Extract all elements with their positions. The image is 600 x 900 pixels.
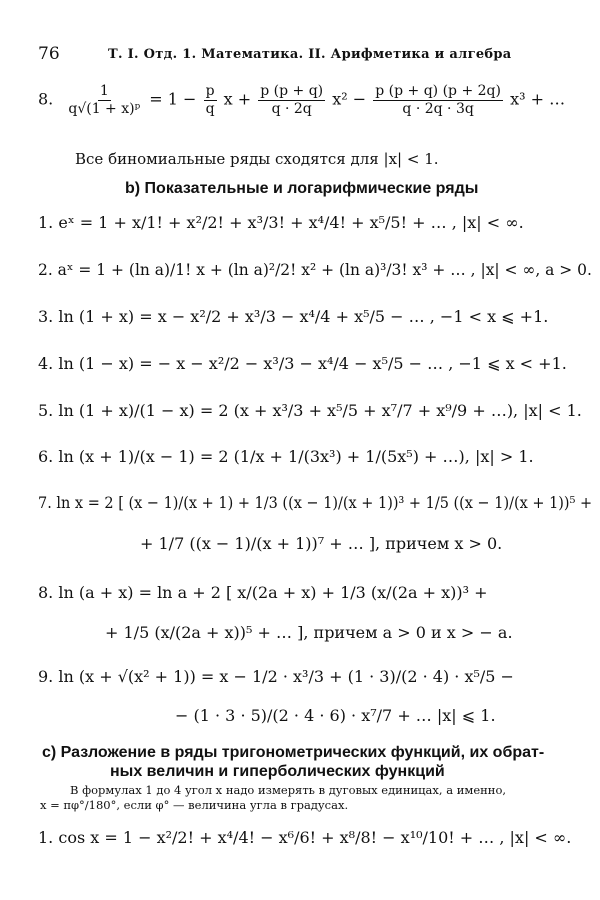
section-c-heading-line2: ных величин и гиперболических функций bbox=[110, 763, 445, 780]
fraction: $\frac{p}{q}$ bbox=[205, 83, 215, 117]
page-header bbox=[38, 44, 562, 64]
formula-b9-line2: − (1 · 3 · 5)/(2 · 4 · 6) · x⁷/7 + … |x| ⩽ 1. bbox=[175, 706, 496, 725]
formula-b6: 6. ln (x + 1)/(x − 1) = 2 (1/x + 1/(3x³) + 1/(5x⁵) + …), |x| > 1. bbox=[38, 447, 534, 466]
formula-b7-line2: + 1/7 ((x − 1)/(x + 1))⁷ + … ], причем x > 0. bbox=[140, 534, 503, 553]
fraction: $\frac{p (p + q)}{q \cdot 2q}$ bbox=[260, 83, 324, 117]
formula-b5: 5. ln (1 + x)/(1 − x) = 2 (x + x³/3 + x⁵/5 + x⁷/7 + x⁹/9 + …), |x| < 1. bbox=[38, 401, 582, 420]
section-c-intro-line1: В формулах 1 до 4 угол x надо измерять в дуговых единицах, а именно, bbox=[70, 783, 507, 797]
binomial-convergence-note: Все биномиальные ряды сходятся для |x| < 1. bbox=[75, 150, 439, 168]
page-number: 76 bbox=[38, 44, 60, 64]
formula-b3: 3. ln (1 + x) = x − x²/2 + x³/3 − x⁴/4 + x⁵/5 − … , −1 < x ⩽ +1. bbox=[38, 307, 549, 326]
fraction: $\frac{p (p + q) (p + 2q)}{q \cdot 2q \cdot 3q}$ bbox=[375, 83, 501, 117]
section-c-intro-line2: x = πφ°/180°, если φ° — величина угла в градусах. bbox=[40, 798, 349, 812]
formula-c1: 1. cos x = 1 − x²/2! + x⁴/4! − x⁶/6! + x⁸/8! − x¹⁰/10! + … , |x| < ∞. bbox=[38, 828, 572, 847]
formula-b9-line1: 9. ln (x + √(x² + 1)) = x − 1/2 · x³/3 + (1 · 3)/(2 · 4) · x⁵/5 − bbox=[38, 667, 514, 686]
section-b-heading: b) Показательные и логарифмические ряды bbox=[125, 180, 479, 197]
formula-b8-line2: + 1/5 (x/(2a + x))⁵ + … ], причем a > 0 и x > − a. bbox=[105, 623, 513, 642]
formula-b8-line1: 8. ln (a + x) = ln a + 2 [ x/(2a + x) + 1/3 (x/(2a + x))³ + bbox=[38, 583, 488, 602]
formula-b2: 2. aˣ = 1 + (ln a)/1! x + (ln a)²/2! x² + (ln a)³/3! x³ + … , |x| < ∞, a > 0. bbox=[38, 260, 592, 279]
formula-number: 8. bbox=[38, 89, 54, 109]
formula-b1: 1. eˣ = 1 + x/1! + x²/2! + x³/3! + x⁴/4! + x⁵/5! + … , |x| < ∞. bbox=[38, 213, 524, 232]
formula-b7-line1: 7. ln x = 2 [ (x − 1)/(x + 1) + 1/3 ((x − 1)/(x + 1))³ + 1/5 ((x − 1)/(x + 1))⁵ + bbox=[38, 493, 593, 512]
binomial-formula-8: 8. $\frac{1}{\text{q√(1 + x)ᵖ}}$ = 1 − $\frac{p}{q}$ x + $\frac{p (p + q)}{q \cdot 2q}$ x² − $\frac{p (p + q) (p + 2q)}{q \cdot 2q \cdot 3q}$ x³ + … bbox=[38, 83, 566, 117]
section-c-heading-line1: c) Разложение в ряды тригонометрических функций, их обрат- bbox=[42, 744, 545, 761]
running-title: Т. I. Отд. 1. Математика. II. Арифметика и алгебра bbox=[108, 47, 512, 62]
formula-b4: 4. ln (1 − x) = − x − x²/2 − x³/3 − x⁴/4 − x⁵/5 − … , −1 ⩽ x < +1. bbox=[38, 354, 567, 373]
fraction: $\frac{1}{\text{q√(1 + x)ᵖ}}$ bbox=[68, 83, 141, 117]
